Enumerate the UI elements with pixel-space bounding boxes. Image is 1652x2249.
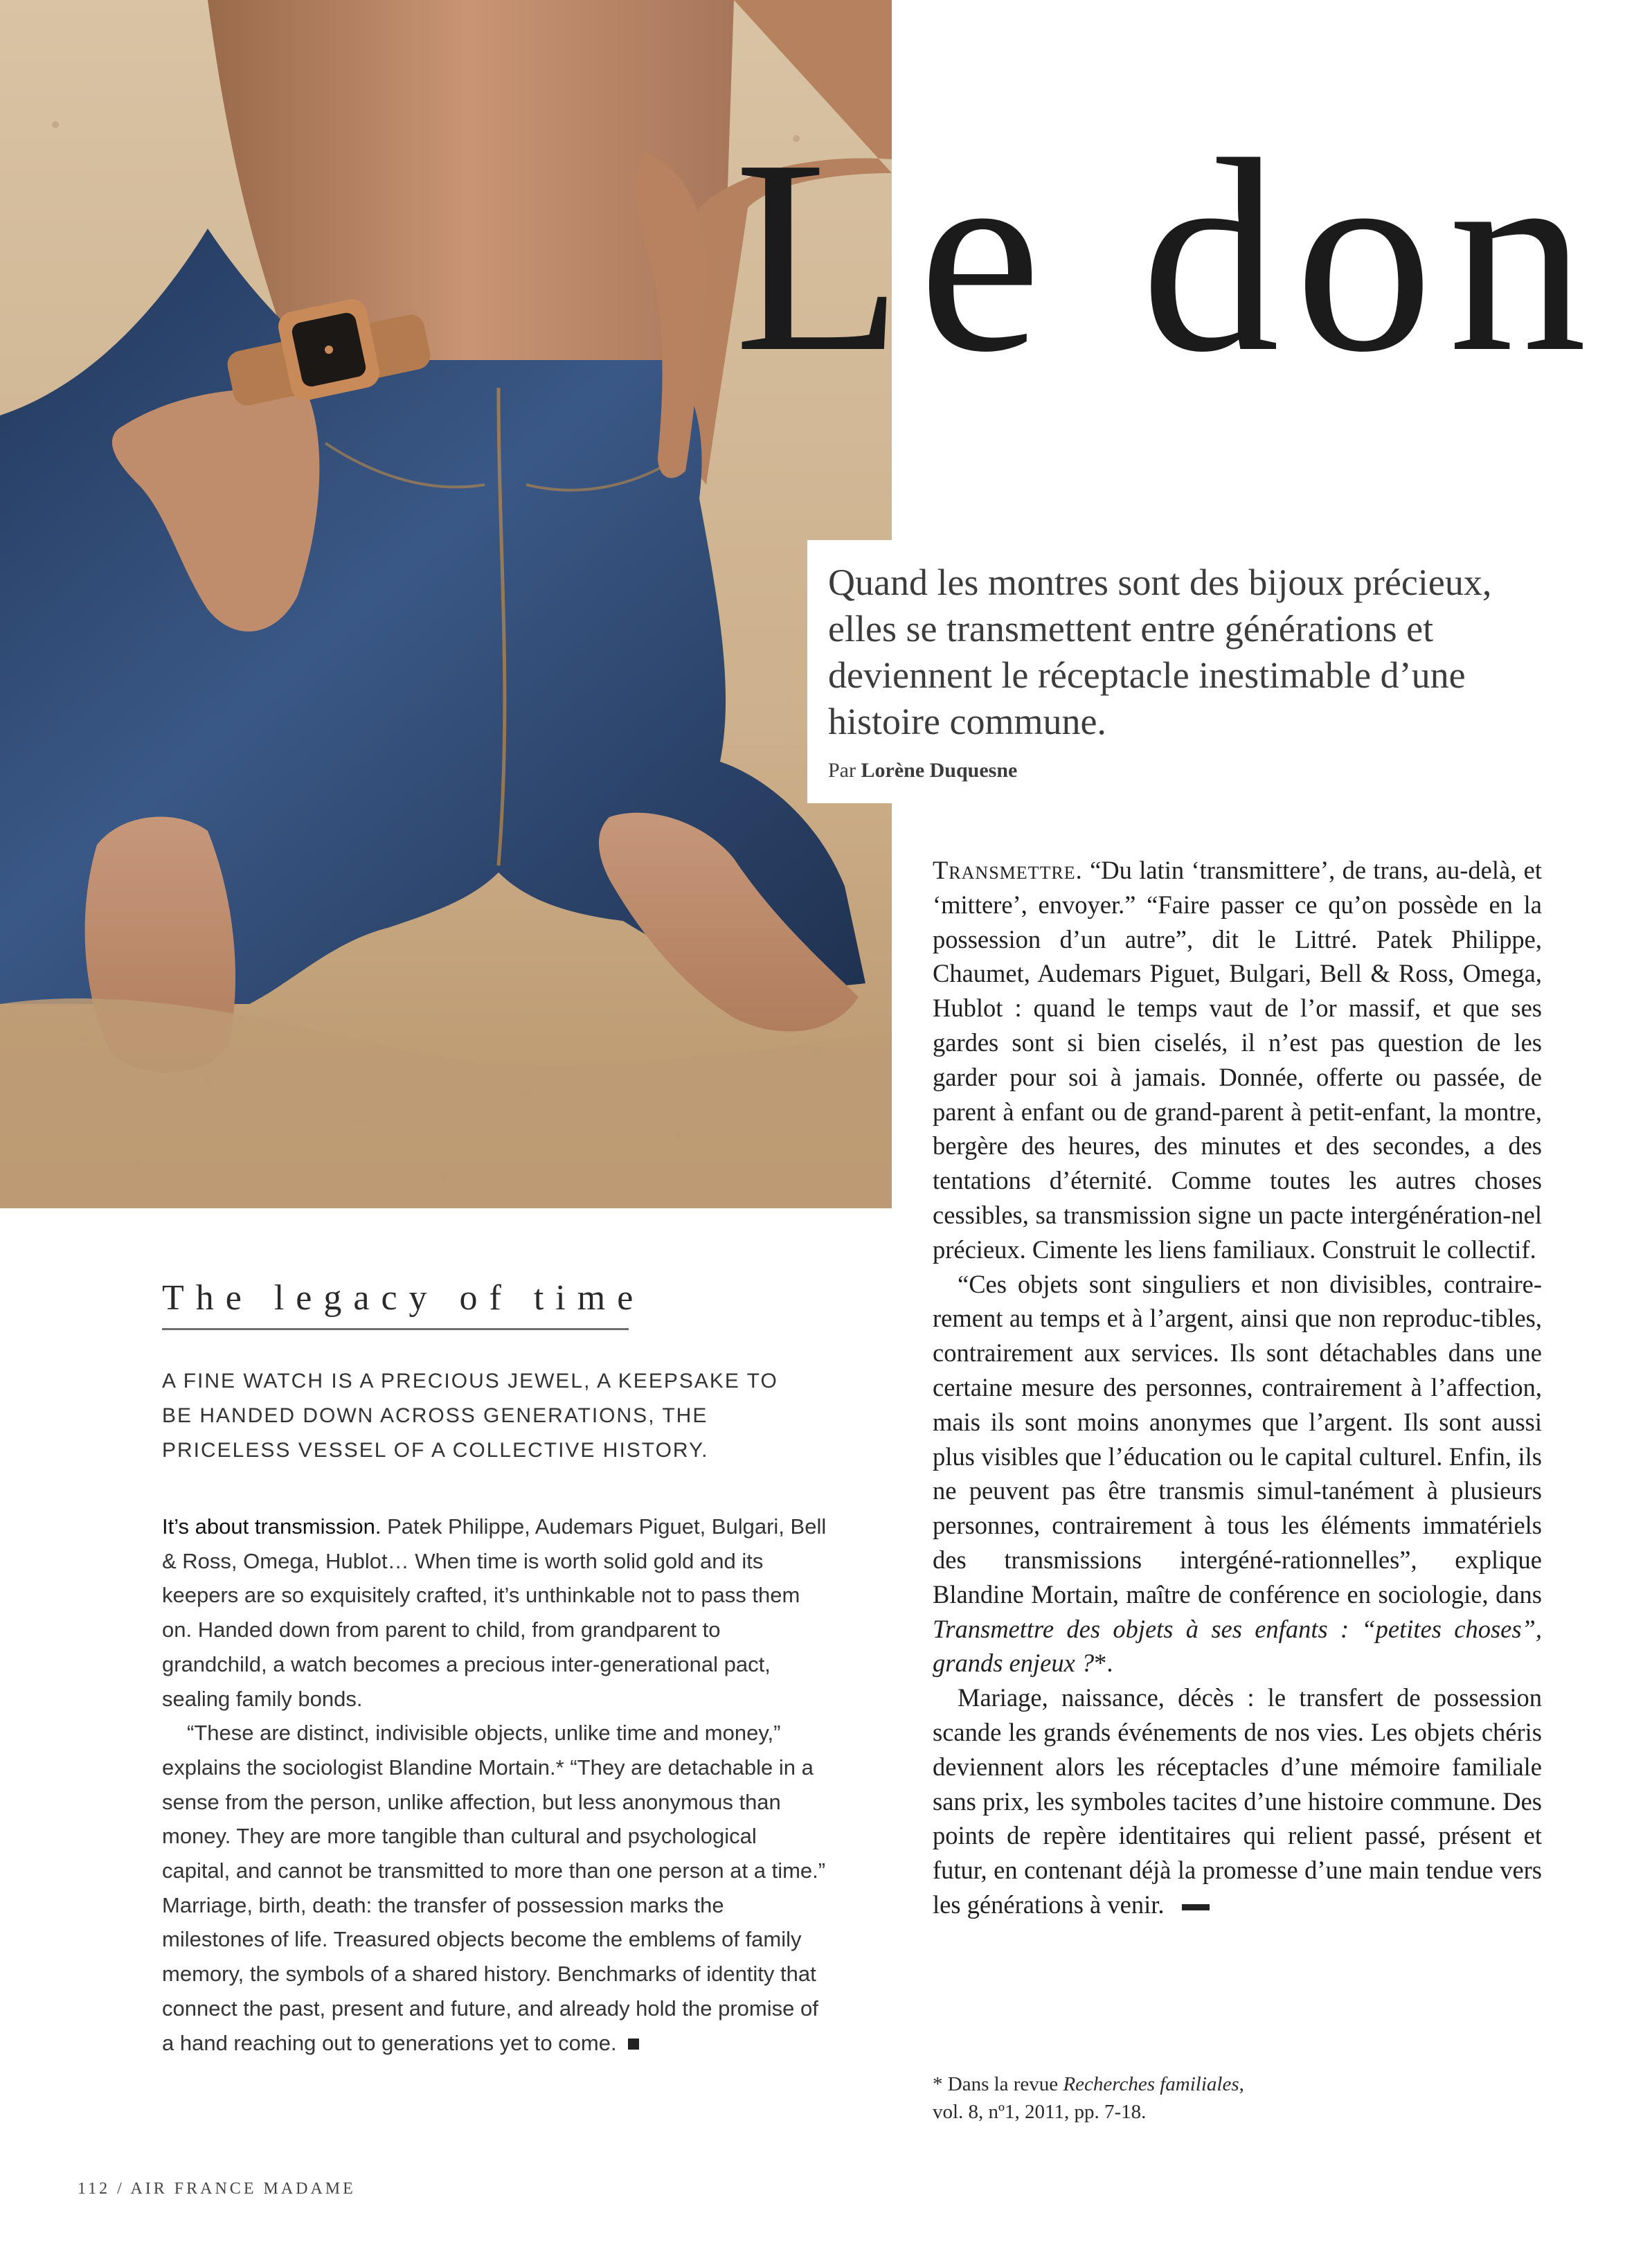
byline-prefix: Par — [828, 759, 856, 782]
byline — [828, 759, 1652, 782]
footnote-line — [933, 2070, 1417, 2098]
french-paragraph — [933, 1681, 1542, 1922]
footnote — [933, 2070, 1417, 2126]
lede-text: Quand les montres sont des bijoux précieux, elles se transmettent entre générations et deviennent le réceptacle inestimable d’une histoire commune. — [828, 562, 1492, 742]
english-lede: A FINE WATCH IS A PRECIOUS JEWEL, A KEEPSAKE TO BE HANDED DOWN ACROSS GENERATIONS, THE PRICELESS VESSEL OF A COLLECTIVE HISTORY. — [162, 1370, 778, 1462]
french-paragraph — [933, 1267, 1542, 1681]
english-paragraph-text: “These are distinct, indivisible objects, unlike time and money,” explains the sociologist Blandine Mortain.* “They are detachable in a sense from the person, unlike affection, but less anonymous than money. They are more tangible than cultural and psychological capital, and cannot be transmitted to more than one person at a time.” Marriage, birth, death: the transfer of possession marks the milestones of life. Treasured objects become the emblems of family memory, the symbols of a shared history. Benchmarks of identity that connect the past, present and future, and already hold the promise of a hand reaching out to generations yet to come. — [162, 1721, 826, 2055]
footnote-journal: Recherches familiales — [1063, 2073, 1239, 2095]
page-folio: 112 / AIR FRANCE MADAME — [78, 2180, 356, 2198]
footnote-line: vol. 8, nº1, 2011, pp. 7-18. — [933, 2101, 1147, 2123]
french-body — [933, 853, 1542, 1922]
footnote-suffix: , — [1239, 2073, 1244, 2095]
article-title: Le don — [734, 102, 1602, 409]
byline-author: Lorène Duquesne — [861, 759, 1018, 782]
french-paragraph-text: Mariage, naissance, décès : le transfert de possession scande les grands événements de nos vies. Les objets chéris deviennent alors les réceptacles d’une mémoire familiale sans prix, les symboles tacites d’une histoire commune. Des points de repère identitaires qui relient passé, présent et futur, en contenant déjà la promesse d’une main tendue vers les générations à venir. — [933, 1683, 1542, 1919]
footnote-prefix: * Dans la revue — [933, 2073, 1063, 2095]
english-lead-phrase: It’s about transmission. — [162, 1514, 381, 1539]
french-paragraph — [933, 853, 1542, 1267]
french-paragraph-text: “Du latin ‘transmittere’, de trans, au-delà, et ‘mittere’, envoyer.” “Faire passer ce qu’on possède en la possession d’un autre”, dit le Littré. Patek Philippe, Chaumet, Audemars Piguet, Bulgari, Bell & Ross, Omega, Hublot : quand le temps vaut de l’or massif, et que ses gardes sont si bien ciselés, il n’est pas question de les garder pour soi à jamais. Donnée, offerte ou passée, de parent à enfant ou de grand-parent à petit-enfant, la montre, bergère des heures, des minutes et des secondes, a des tentations d’éternité. Comme toutes les autres choses cessibles, sa transmission signe un pacte intergénération-nel précieux. Cimente les liens familiaux. Construit le collectif. — [933, 856, 1542, 1264]
french-lead-word: Transmettre. — [933, 856, 1083, 884]
end-mark-icon — [1182, 1904, 1210, 1910]
english-title: The legacy of time — [162, 1278, 645, 1318]
lede-box — [807, 540, 1652, 803]
english-paragraph — [162, 1509, 827, 1716]
end-mark-icon — [628, 2039, 639, 2050]
book-title: Transmettre des objets à ses enfants : “petites choses”, grands enjeux ? — [933, 1614, 1542, 1678]
english-paragraph-text: Patek Philippe, Audemars Piguet, Bulgari, Bell & Ross, Omega, Hublot… When time is worth solid gold and its keepers are so exquisitely crafted, it’s unthinkable not to pass them on. Handed down from parent to child, from grandparent to grandchild, a watch becomes a precious inter-generational pact, sealing family bonds. — [162, 1514, 827, 1711]
english-paragraph — [162, 1716, 827, 2060]
english-body — [162, 1509, 827, 2060]
title-underline — [162, 1328, 629, 1330]
french-paragraph-text: “Ces objets sont singuliers et non divisibles, contraire-rement au temps et à l’argent, ainsi que non reproduc-tibles, contrairement aux services. Ils sont détachables dans une certaine mesure des personnes, contrairement à l’affection, mais ils sont moins anonymes que l’argent. Ils sont aussi plus visibles que l’éducation ou le capital culturel. Enfin, ils ne peuvent pas être transmis simul-tanément à plusieurs personnes, contrairement à tous les éléments immatériels des transmissions intergéné-rationnelles”, explique Blandine Mortain, maître de conférence en sociologie, dans — [933, 1269, 1542, 1609]
french-paragraph-text: *. — [1094, 1649, 1113, 1678]
